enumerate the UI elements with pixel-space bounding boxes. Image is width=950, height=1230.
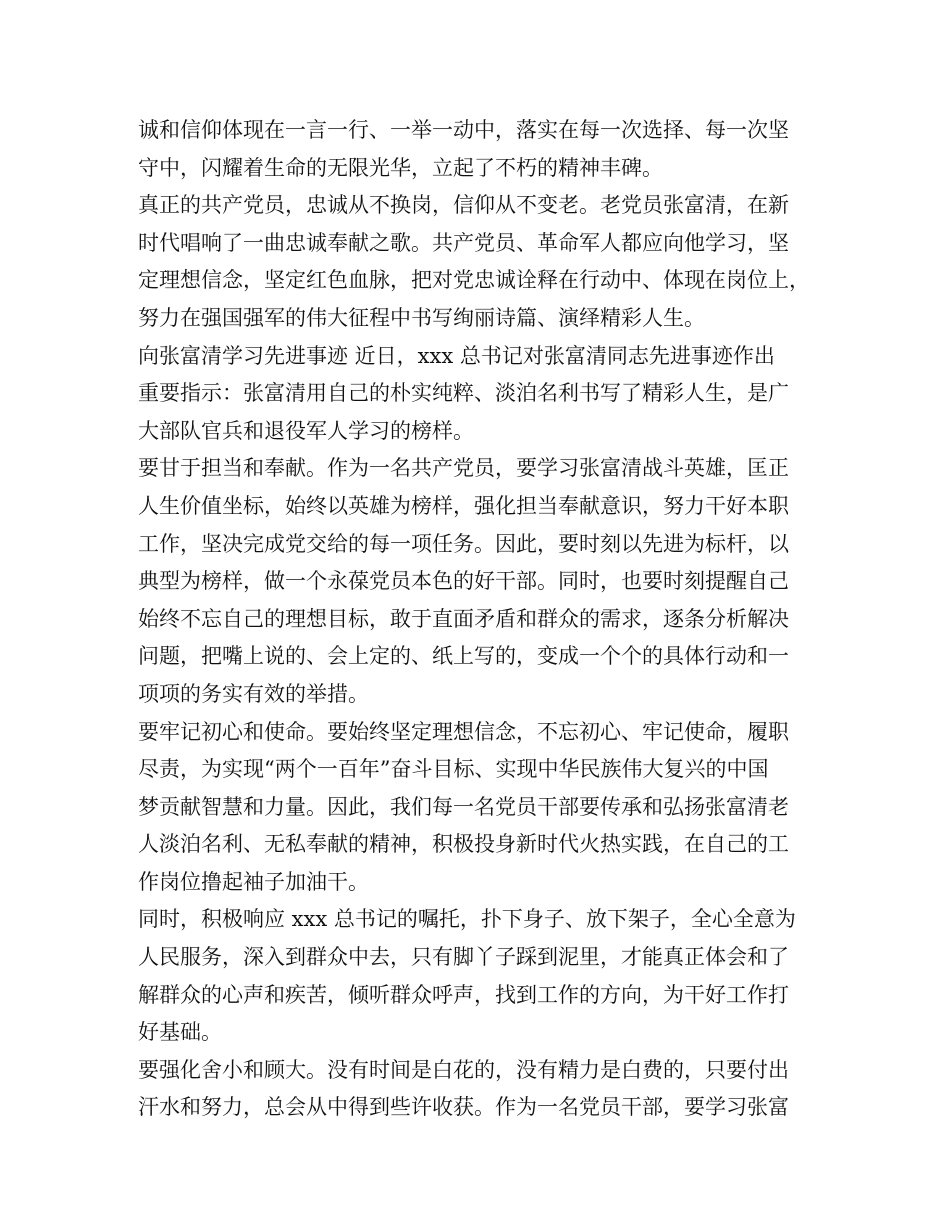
text-line: 努力在强国强军的伟大征程中书写绚丽诗篇、演绎精彩人生。 <box>138 305 705 330</box>
text-line: 同时，积极响应 xxx 总书记的嘱托，扑下身子、放下架子，全心全意为 <box>138 907 796 932</box>
text-line: 项项的务实有效的举措。 <box>138 681 369 706</box>
text-line: 尽责，为实现“两个一百年”奋斗目标、实现中华民族伟大复兴的中国 <box>138 757 769 782</box>
text-line: 诚和信仰体现在一言一行、一举一动中，落实在每一次选择、每一次坚 <box>138 118 789 142</box>
text-line: 典型为榜样，做一个永葆党员本色的好干部。同时，也要时刻提醒自己 <box>138 569 789 594</box>
text-line: 解群众的心声和疾苦，倾听群众呼声，找到工作的方向，为干好工作打 <box>138 982 789 1007</box>
text-line: 人民服务，深入到群众中去，只有脚丫子踩到泥里，才能真正体会和了 <box>138 945 789 970</box>
text-line: 真正的共产党员，忠诚从不换岗，信仰从不变老。老党员张富清，在新 <box>138 193 789 218</box>
text-line: 人生价值坐标，始终以英雄为榜样，强化担当奉献意识，努力干好本职 <box>138 493 789 518</box>
text-line: 重要指示：张富清用自己的朴实纯粹、淡泊名利书写了精彩人生，是广 <box>138 381 789 406</box>
text-line: 大部队官兵和退役军人学习的榜样。 <box>138 418 474 443</box>
text-line: 作岗位撸起袖子加油干。 <box>138 869 369 894</box>
text-line: 向张富清学习先进事迹 近日，xxx 总书记对张富清同志先进事迹作出 <box>138 343 775 368</box>
document-body <box>138 112 818 1127</box>
text-line: 要强化舍小和顾大。没有时间是白花的，没有精力是白费的，只要付出 <box>138 1057 789 1082</box>
text-line: 好基础。 <box>138 1020 222 1045</box>
text-line: 定理想信念，坚定红色血脉，把对党忠诚诠释在行动中、体现在岗位上， <box>138 268 810 293</box>
text-line: 要甘于担当和奉献。作为一名共产党员，要学习张富清战斗英雄，匡正 <box>138 456 789 481</box>
text-line: 汗水和努力，总会从中得到些许收获。作为一名党员干部，要学习张富 <box>138 1095 789 1120</box>
text-line: 要牢记初心和使命。要始终坚定理想信念，不忘初心、牢记使命，履职 <box>138 719 789 744</box>
text-line: 人淡泊名利、无私奉献的精神，积极投身新时代火热实践，在自己的工 <box>138 832 789 857</box>
text-line: 梦贡献智慧和力量。因此，我们每一名党员干部要传承和弘扬张富清老 <box>138 794 789 819</box>
text-line: 守中，闪耀着生命的无限光华，立起了不朽的精神丰碑。 <box>138 155 663 180</box>
text-line: 问题，把嘴上说的、会上定的、纸上写的，变成一个个的具体行动和一 <box>138 644 789 669</box>
text-line: 工作，坚决完成党交给的每一项任务。因此，要时刻以先进为标杆，以 <box>138 531 789 556</box>
text-line: 始终不忘自己的理想目标，敢于直面矛盾和群众的需求，逐条分析解决 <box>138 606 789 631</box>
text-line: 时代唱响了一曲忠诚奉献之歌。共产党员、革命军人都应向他学习，坚 <box>138 230 789 255</box>
